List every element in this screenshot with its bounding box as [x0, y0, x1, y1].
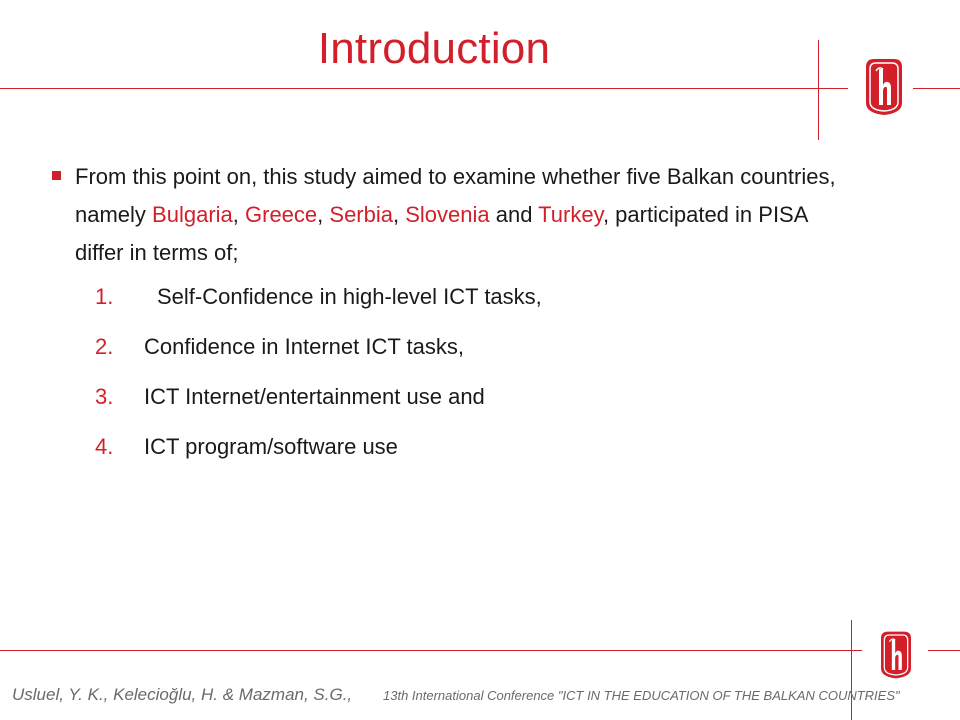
footer-authors: Usluel, Y. K., Kelecioğlu, H. & Mazman, S.G., — [12, 685, 353, 704]
country-bulgaria: Bulgaria — [152, 202, 233, 227]
country-turkey: Turkey — [538, 202, 603, 227]
country-serbia: Serbia — [329, 202, 393, 227]
footer-conference: 13th International Conference "ICT IN THE EDUCATION OF THE BALKAN COUNTRIES" — [383, 688, 900, 703]
sep-4: and — [489, 202, 539, 227]
list-item-text: ICT program/software use — [144, 434, 398, 459]
list-item-text: Self-Confidence in high-level ICT tasks, — [157, 284, 542, 309]
list-number: 3. — [95, 384, 114, 409]
country-slovenia: Slovenia — [405, 202, 490, 227]
intro-text-pre: From this point on, this study aimed to examine whether five Balkan countries, namely — [75, 164, 836, 227]
intro-text-post: , participated in PISA differ in terms of; — [75, 202, 808, 265]
intro-paragraph — [75, 158, 845, 272]
bullet-marker — [52, 171, 61, 180]
list-number: 1. — [95, 284, 114, 309]
sep-3: , — [392, 202, 406, 227]
top-vertical-rule — [818, 40, 819, 140]
list-item-text: ICT Internet/entertainment use and — [144, 384, 485, 409]
country-greece: Greece — [245, 202, 318, 227]
list-number: 2. — [95, 334, 114, 359]
top-divider-right — [913, 88, 960, 89]
university-logo-icon — [862, 57, 906, 117]
list-item-text: Confidence in Internet ICT tasks, — [144, 334, 464, 359]
list-number: 4. — [95, 434, 114, 459]
bottom-divider — [0, 650, 862, 651]
top-divider — [0, 88, 848, 89]
sep-2: , — [317, 202, 330, 227]
university-logo-icon — [877, 630, 915, 680]
bottom-vertical-rule — [851, 620, 852, 720]
sep-1: , — [232, 202, 245, 227]
bottom-divider-right — [928, 650, 960, 651]
slide-title: Introduction — [317, 24, 551, 73]
